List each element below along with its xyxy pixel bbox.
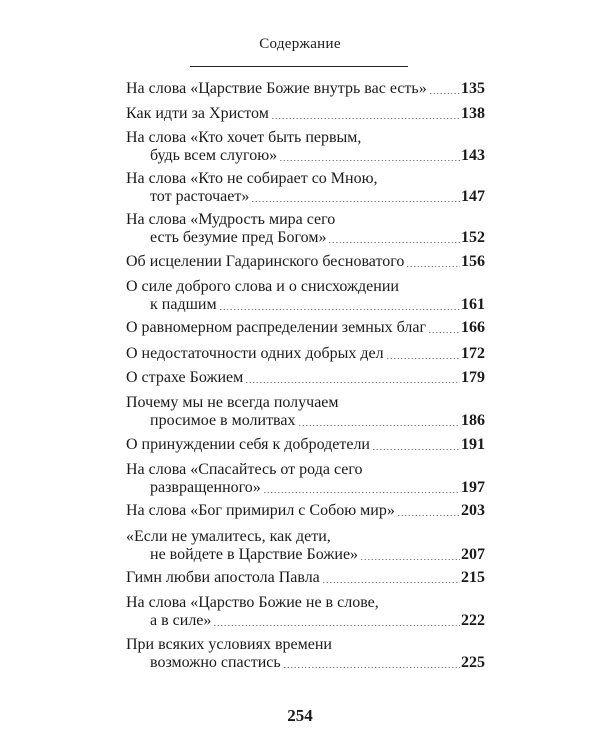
toc-entry-line-last: [126, 345, 485, 363]
toc-entry[interactable]: [126, 211, 485, 247]
toc-entry-line-last: [126, 319, 485, 337]
toc-entry-page: 222: [461, 612, 485, 629]
toc-entry-page: 143: [461, 147, 485, 164]
dot-leader: [428, 332, 460, 333]
dot-leader: [328, 242, 460, 243]
toc-entry[interactable]: [126, 253, 485, 271]
toc-entry-title: На слова «Царство Божие не в слове,: [126, 594, 379, 611]
dot-leader: [245, 382, 460, 383]
toc-entry-title: Почему мы не всегда получаем: [126, 394, 339, 411]
toc-entry[interactable]: [126, 461, 485, 497]
toc-entry-line-last: [126, 296, 485, 314]
toc-entry[interactable]: [126, 278, 485, 314]
toc-entry[interactable]: [126, 319, 485, 337]
dot-leader: [397, 515, 460, 516]
toc-entry-title: О силе доброго слова и о снисхождении: [126, 278, 399, 295]
toc-entry-line-last: [126, 229, 485, 247]
toc-entry-title: На слова «Кто хочет быть первым,: [126, 129, 362, 146]
toc-entry-title: «Если не умалитесь, как дети,: [126, 528, 331, 545]
toc-entry-line-last: [126, 502, 485, 520]
toc-entry-line-last: [126, 147, 485, 165]
toc-entry-page: 135: [461, 80, 485, 97]
dot-leader: [298, 425, 461, 426]
toc-entry[interactable]: [126, 369, 485, 387]
toc-entry[interactable]: [126, 80, 485, 98]
toc-entry[interactable]: [126, 436, 485, 454]
toc-entry-line-last: [126, 546, 485, 564]
toc-entry-page: 172: [461, 345, 485, 362]
toc-entry-title: Гимн любви апостола Павла: [126, 569, 320, 586]
toc-entry-page: 186: [461, 412, 485, 429]
toc-entry-title: развращенного»: [150, 479, 261, 496]
toc-entry-page: 147: [461, 188, 485, 205]
toc-entry-page: 215: [461, 569, 485, 586]
toc-entry-title: просимое в молитвах: [150, 412, 296, 429]
dot-leader: [386, 358, 460, 359]
toc-entry-line: [126, 129, 485, 147]
toc-entry-line: [126, 394, 485, 412]
toc-entry-line-last: [126, 479, 485, 497]
page-header: Содержание: [259, 36, 341, 52]
header-rule: [190, 66, 408, 67]
toc-entry-line: [126, 528, 485, 546]
toc-entry-title: О страхе Божием: [126, 369, 244, 386]
toc-entry-line-last: [126, 612, 485, 630]
toc-entry[interactable]: [126, 129, 485, 165]
dot-leader: [322, 582, 460, 583]
toc-entry-page: 161: [461, 296, 485, 313]
dot-leader: [372, 449, 460, 450]
toc-entry[interactable]: [126, 528, 485, 564]
toc-entry-line-last: [126, 369, 485, 387]
toc-entry-line-last: [126, 188, 485, 206]
toc-entry-line: [126, 594, 485, 612]
dot-leader: [251, 201, 460, 202]
toc-entry-title: На слова «Мудрость мира сего: [126, 211, 336, 228]
toc-entry-line-last: [126, 436, 485, 454]
dot-leader: [406, 266, 460, 267]
toc-entry-title: О принуждении себя к добродетели: [126, 436, 370, 453]
toc-entry-line-last: [126, 105, 485, 123]
toc-entry-title: не войдете в Царствие Божие»: [150, 546, 359, 563]
toc-entry-title: Об исцелении Гадаринского бесноватого: [126, 253, 405, 270]
toc-entry-page: 138: [461, 105, 485, 122]
toc-entry[interactable]: [126, 394, 485, 430]
toc-entry[interactable]: [126, 594, 485, 630]
toc-entry-line-last: [126, 654, 485, 672]
toc-entry-line-last: [126, 80, 485, 98]
toc-entry-line-last: [126, 253, 485, 271]
toc-entry-title: будь всем слугою»: [150, 147, 278, 164]
dot-leader: [213, 625, 460, 626]
dot-leader: [429, 93, 460, 94]
toc-entry-title: О равномерном распределении земных благ: [126, 319, 426, 336]
toc-entry-title: Как идти за Христом: [126, 105, 269, 122]
toc-entry-title: На слова «Кто не собирает со Мною,: [126, 170, 378, 187]
toc-entry-line: [126, 211, 485, 229]
toc-entry-page: 179: [461, 369, 485, 386]
toc-entry-page: 166: [461, 319, 485, 336]
toc-entry-page: 197: [461, 479, 485, 496]
toc-entry-page: 191: [461, 436, 485, 453]
toc-entry-title: к падшим: [150, 296, 217, 313]
toc-entry[interactable]: [126, 502, 485, 520]
dot-leader: [219, 309, 460, 310]
toc-entry-title: тот расточает»: [150, 188, 250, 205]
toc-entry-title: На слова «Бог примирил с Собою мир»: [126, 502, 395, 519]
toc-entry-line: [126, 461, 485, 479]
toc-entry-title: О недостаточности одних добрых дел: [126, 345, 384, 362]
toc-entry-line-last: [126, 412, 485, 430]
page-number: 254: [287, 706, 313, 725]
toc-entry[interactable]: [126, 345, 485, 363]
toc-entry-page: 152: [461, 229, 485, 246]
toc-entry-line: [126, 636, 485, 654]
toc-entry[interactable]: [126, 569, 485, 587]
toc-entry[interactable]: [126, 170, 485, 206]
dot-leader: [283, 667, 460, 668]
toc-entry-page: 225: [461, 654, 485, 671]
toc-entry-line: [126, 170, 485, 188]
toc-entry-page: 156: [461, 253, 485, 270]
toc-entry-line-last: [126, 569, 485, 587]
dot-leader: [279, 160, 460, 161]
toc-entry-page: 203: [461, 502, 485, 519]
toc-entry-line: [126, 278, 485, 296]
toc-entry-title: возможно спастись: [150, 654, 281, 671]
toc-entry-page: 207: [461, 546, 485, 563]
toc-entry-title: есть безумие пред Богом»: [150, 229, 327, 246]
dot-leader: [360, 559, 460, 560]
toc-entry-title: а в силе»: [150, 612, 212, 629]
toc-entry[interactable]: [126, 636, 485, 672]
toc-entry-title: На слова «Царствие Божие внутрь вас есть»: [126, 80, 427, 97]
toc-entry-title: На слова «Спасайтесь от рода сего: [126, 461, 363, 478]
toc-entry[interactable]: [126, 105, 485, 123]
dot-leader: [271, 118, 460, 119]
toc-entry-title: При всяких условиях времени: [126, 636, 332, 653]
dot-leader: [263, 492, 460, 493]
